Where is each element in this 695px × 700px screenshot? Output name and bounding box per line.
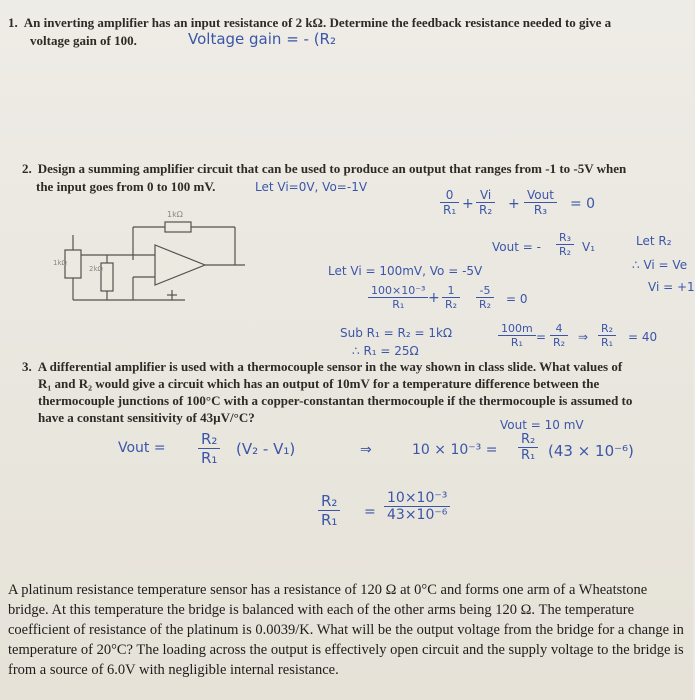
hw-arrow: ⇒	[578, 330, 589, 344]
hw-vi-plus1: Vi = +1	[648, 280, 695, 294]
question-4-text: A platinum resistance temperature sensor has a resistance of 120 Ω at 0°C and forms one arm of a Wheatstone bridge. At this temperature the bridge is balanced with each of the other arms being 120 Ω. The temperature coefficient of resistance of the platinum is 0.0039/K. What will be the output voltage from the bridge for a change in temperature of 20°C? The loading across the output is effectively open circuit and the supply voltage to the bridge is from a source of 6.0V with negligible internal resistance.	[8, 582, 684, 678]
question-text-line: A differential amplifier is used with a thermocouple sensor in the way shown in class slide. What values of	[37, 359, 623, 374]
hw-fraction: $\frac{\text{R₃}}{\text{R₂}}$	[556, 231, 574, 258]
hw-let-r2: Let R₂	[636, 234, 672, 248]
hw-vout: Vout = -	[492, 240, 541, 254]
hw-equals: =	[536, 330, 547, 344]
question-text-line: Design a summing amplifier circuit that can be used to produce an output that ranges from -1 to -5V when	[37, 161, 627, 176]
hw-fraction: $\frac{0}{\text{R₁}}$	[440, 188, 459, 217]
hw-v2-v1: (V₂ - V₁)	[236, 440, 296, 458]
hw-arrow: ⇒	[360, 442, 372, 458]
question-3-line2: R₁ and R₂ would give a circuit which has an output of 10mV for a temperature difference between the	[38, 376, 600, 391]
hw-sub: Sub R₁ = R₂ = 1kΩ	[340, 326, 453, 340]
hw-fraction: Vout R₃	[524, 188, 557, 217]
hw-fraction: $\frac{-5}{\text{R₂}}$	[476, 284, 494, 311]
hw-plus: +	[462, 196, 474, 212]
question-number: 1.	[8, 15, 18, 30]
hw-plus: +	[508, 196, 520, 212]
hw-43e-6: (43 × 10⁻⁶)	[548, 442, 634, 460]
handwritten-let-1: Let Vi=0V, Vo=-1V	[255, 180, 368, 194]
question-3	[22, 358, 687, 375]
question-2-line2: the input goes from 0 to 100 mV.	[36, 179, 216, 194]
handwritten-voltage-gain: Voltage gain = - (R₂	[188, 30, 336, 48]
summing-amplifier-sketch	[55, 205, 285, 315]
hw-plus: +	[428, 290, 440, 306]
hw-fraction: $\frac{\text{R₂}}{\text{R₁}}$	[318, 492, 340, 529]
hw-fraction: $\frac{\text{R₂}}{\text{R₁}}$	[598, 322, 616, 349]
hw-fraction: $\frac{Vi}{\text{R₂}}$	[476, 188, 495, 217]
question-2	[22, 160, 687, 177]
hw-fraction: $\frac{1}{\text{R₂}}$	[442, 284, 460, 311]
hw-equals-zero: = 0	[570, 196, 596, 212]
hw-fraction: $\frac{\text{R₂}}{\text{R₁}}$	[198, 430, 220, 467]
hw-vout-10mv: Vout = 10 mV	[500, 418, 584, 432]
hw-equals-zero: = 0	[506, 292, 528, 306]
hw-10e-3: 10 × 10⁻³ =	[412, 442, 498, 458]
question-3-line4: have a constant sensitivity of 43µV/°C?	[38, 410, 255, 425]
hw-v1: V₁	[582, 240, 596, 254]
question-1	[8, 14, 688, 31]
question-3-line3: thermocouple junctions of 100°C with a copper-constantan thermocouple if the thermocouple is assumed to	[38, 393, 633, 408]
hw-vi-ve: ∴ Vi = Ve	[632, 258, 688, 272]
question-1-line2: voltage gain of 100.	[30, 33, 137, 48]
hw-fraction: $\frac{\text{10×10⁻³}}{\text{43×10⁻⁶}}$	[384, 490, 450, 523]
circuit-label-left: 1kΩ	[53, 259, 67, 267]
hw-forty: = 40	[628, 330, 658, 344]
handwritten-let-2: Let Vi = 100mV, Vo = -5V	[328, 264, 483, 278]
question-number: 3.	[22, 359, 32, 374]
hw-equals: =	[364, 504, 376, 520]
hw-r1-result: ∴ R₁ = 25Ω	[352, 344, 419, 358]
hw-fraction: $\frac{\text{R₂}}{\text{R₁}}$	[518, 432, 538, 463]
circuit-label-feedback: 1kΩ	[167, 210, 183, 219]
question-text-line: An inverting amplifier has an input resistance of 2 kΩ. Determine the feedback resistance needed to give a	[23, 15, 612, 30]
hw-fraction: $\frac{100m}{\text{R₁}}$	[498, 322, 536, 349]
hw-fraction: $\frac{\text{100×10⁻³}}{\text{R₁}}$	[368, 284, 428, 311]
hw-fraction: $\frac{4}{\text{R₂}}$	[550, 322, 568, 349]
hw-vout-eq: Vout =	[118, 440, 166, 456]
circuit-label-input: 2kΩ	[89, 265, 103, 273]
question-number: 2.	[22, 161, 32, 176]
